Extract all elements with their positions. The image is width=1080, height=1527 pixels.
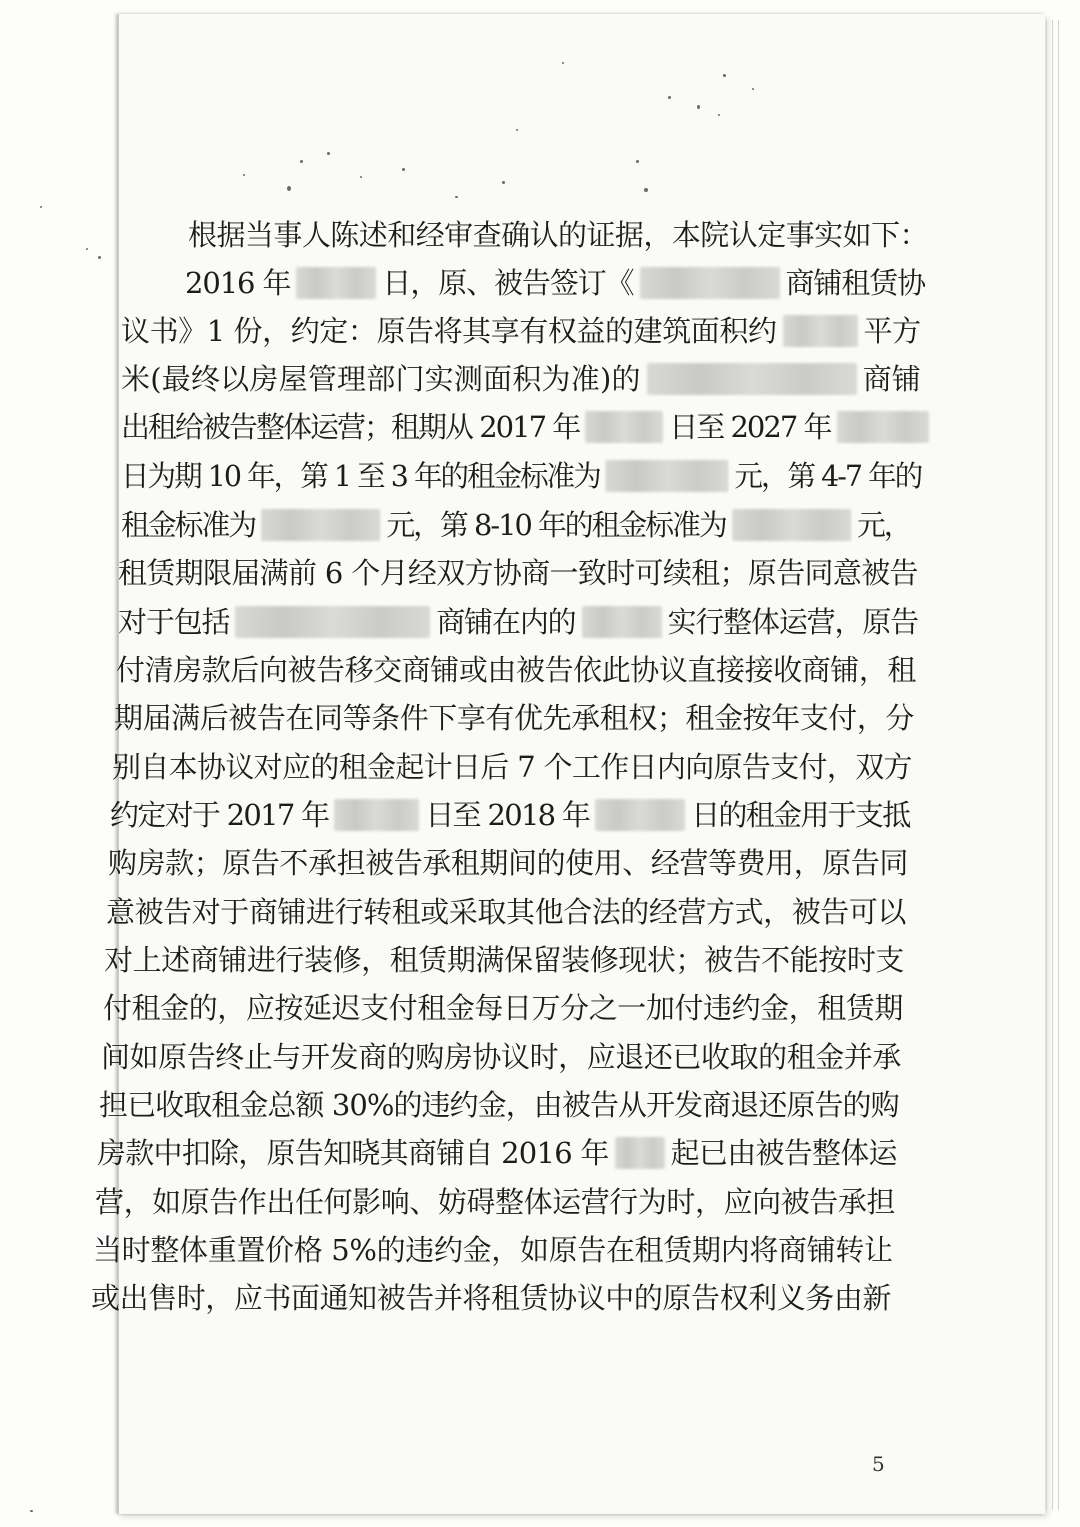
text-line: [112, 742, 912, 792]
redacted-block: [615, 1137, 665, 1169]
redacted-block: [235, 606, 430, 638]
text-segment: 商铺在内的: [436, 605, 576, 639]
text-segment: 别自本协议对应的租金起计日后 7 个工作日内向原告支付，双方: [112, 750, 912, 784]
text-segment: 商铺: [862, 362, 922, 396]
text-segment: 约定对于 2017 年: [110, 798, 329, 832]
text-segment: 日为期 10 年，第 1 至 3 年的租金标准为: [121, 459, 600, 493]
text-segment: 根据当事人陈述和经审查确认的证据，本院认定事实如下：: [188, 218, 929, 252]
text-segment: 米(最终以房屋管理部门实测面积为准)的: [121, 362, 641, 396]
text-line: [116, 645, 916, 695]
text-segment: 对于包括: [118, 605, 230, 639]
text-line: [121, 451, 921, 501]
text-segment: 商铺租赁协: [785, 266, 926, 300]
text-line: [118, 597, 918, 647]
text-segment: 实行整体运营，原告: [667, 605, 919, 639]
text-segment: 意被告对于商铺进行转租或采取其他合法的经营方式，被告可以: [106, 895, 907, 929]
redacted-block: [296, 267, 376, 299]
text-line: [121, 354, 921, 404]
text-line: [101, 1032, 901, 1082]
text-line: [97, 1128, 897, 1178]
text-line: [114, 693, 914, 743]
text-segment: 2016 年: [185, 266, 291, 300]
text-segment: 日至 2027 年: [669, 410, 831, 444]
text-segment: 对上述商铺进行装修，租赁期满保留装修现状；被告不能按时支: [104, 943, 905, 977]
page-number: 5: [872, 1452, 885, 1476]
text-line: [106, 887, 906, 937]
text-segment: 房款中扣除，原告知晓其商铺自 2016 年: [97, 1136, 609, 1170]
text-line: [93, 1225, 893, 1275]
redacted-block: [837, 411, 929, 443]
redacted-block: [647, 363, 857, 395]
text-segment: 担已收取租金总额 30%的违约金，由被告从开发商退还原告的购: [99, 1088, 899, 1122]
text-segment: 平方: [863, 314, 921, 348]
redacted-block: [732, 509, 851, 541]
text-segment: 日至 2018 年: [425, 798, 590, 832]
text-line: [110, 790, 910, 840]
text-segment: 日，原、被告签订《: [382, 266, 634, 300]
text-segment: 元，第 4-7 年的: [734, 459, 922, 493]
text-segment: 议书》1 份，约定：原告将其享有权益的建筑面积约: [121, 314, 777, 348]
text-line: [91, 1273, 891, 1323]
text-segment: 期届满后被告在同等条件下享有优先承租权；租金按年支付，分: [114, 701, 915, 735]
redacted-block: [606, 460, 729, 492]
text-segment: 出租给被告整体运营；租期从 2017 年: [121, 410, 580, 444]
text-segment: 起已由被告整体运: [670, 1136, 897, 1170]
text-line: [185, 258, 925, 308]
text-segment: 营，如原告作出任何影响、妨碍整体运营行为时，应向被告承担: [95, 1185, 896, 1219]
text-line: [108, 838, 908, 888]
text-line: [95, 1177, 895, 1227]
redacted-block: [595, 799, 685, 831]
text-segment: 付租金的，应按延迟支付租金每日万分之一加付违约金，租赁期: [103, 991, 904, 1025]
text-line: [188, 210, 928, 260]
text-segment: 元，第 8-10 年的租金标准为: [386, 508, 726, 542]
redacted-block: [261, 509, 380, 541]
text-line: [118, 548, 918, 598]
text-line: [104, 935, 904, 985]
text-segment: 付清房款后向被告移交商铺或由被告依此协议直接接收商铺，租: [116, 653, 917, 687]
text-segment: 或出售时，应书面通知被告并将租赁协议中的原告权利义务由新: [91, 1281, 892, 1315]
redacted-block: [334, 799, 419, 831]
text-segment: 间如原告终止与开发商的购房协议时，应退还已收取的租金并承: [101, 1040, 902, 1074]
redacted-block: [582, 606, 662, 638]
redacted-block: [640, 267, 780, 299]
text-segment: 购房款；原告不承担被告承租期间的使用、经营等费用，原告同: [108, 846, 909, 880]
text-line: [103, 983, 903, 1033]
text-segment: 元，: [856, 508, 911, 542]
text-segment: 当时整体重置价格 5%的违约金，如原告在租赁期内将商铺转让: [93, 1233, 893, 1267]
redacted-block: [585, 411, 663, 443]
redacted-block: [783, 315, 858, 347]
text-line: [99, 1080, 899, 1130]
text-segment: 租赁期限届满前 6 个月经双方协商一致时可续租；原告同意被告: [118, 556, 918, 590]
text-segment: 日的租金用于支抵: [691, 798, 910, 832]
text-line: [121, 402, 935, 452]
text-line: [121, 306, 921, 356]
text-line: [121, 500, 911, 550]
text-segment: 租金标准为: [121, 508, 256, 542]
